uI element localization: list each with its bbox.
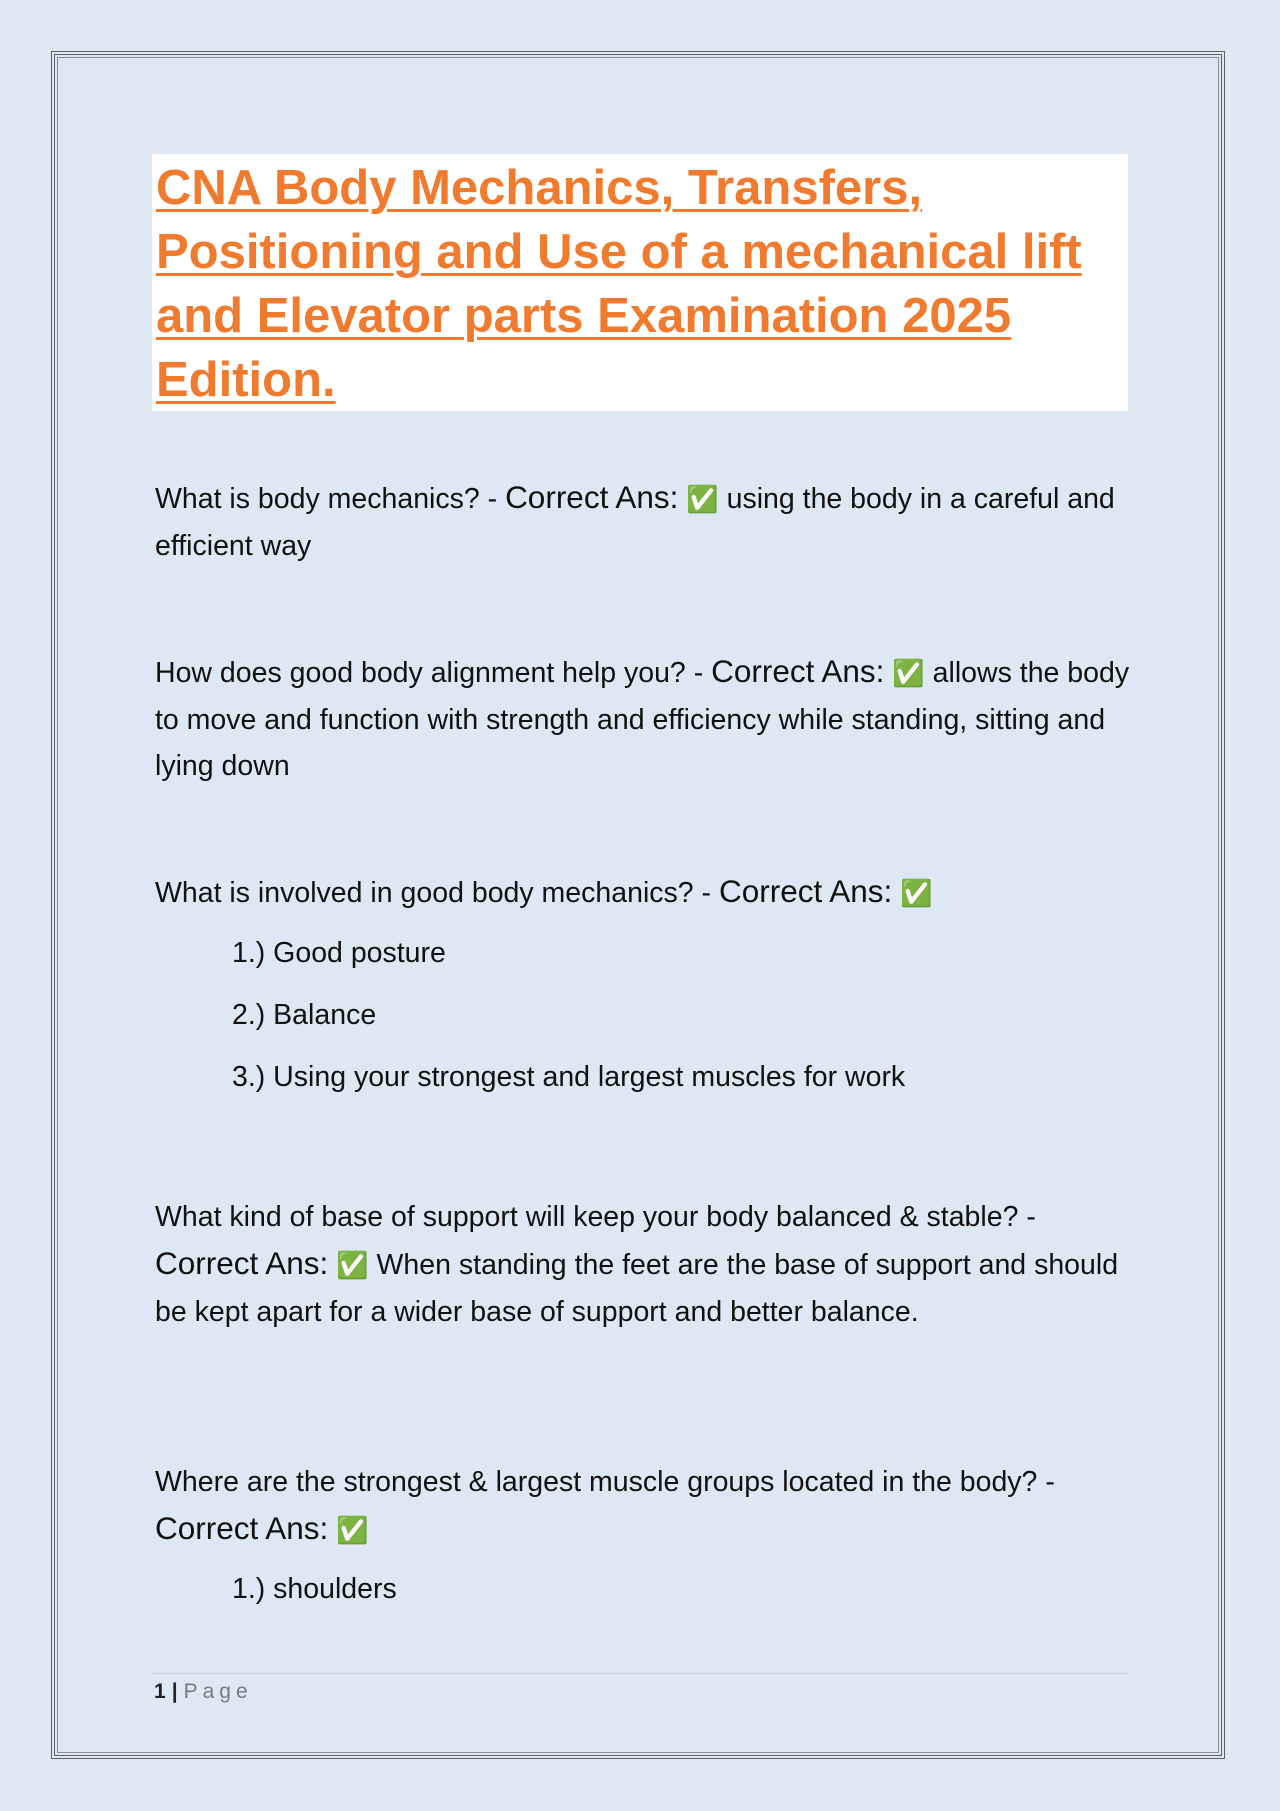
check-icon: ✅ bbox=[892, 659, 925, 689]
question-text: What kind of base of support will keep your body balanced & stable? - bbox=[155, 1201, 1036, 1233]
page-number: 1 bbox=[154, 1680, 166, 1703]
question-text: What is body mechanics? - bbox=[155, 483, 506, 515]
page-footer bbox=[154, 1679, 253, 1705]
answer-list bbox=[155, 1558, 397, 1620]
check-icon: ✅ bbox=[336, 1516, 369, 1546]
answer-label: Correct Ans: bbox=[155, 1245, 329, 1281]
list-item: 1.) shoulders bbox=[232, 1573, 397, 1605]
qa-item bbox=[155, 868, 933, 917]
answer-text: allows the body to move and function with strength and efficiency while standing, sitting and lying down bbox=[155, 657, 1130, 782]
answer-label: Correct Ans: bbox=[711, 653, 885, 689]
list-item: 3.) Using your strongest and largest muscles for work bbox=[232, 1061, 906, 1093]
question-text: What is involved in good body mechanics? - bbox=[155, 877, 719, 909]
page-label: Page bbox=[183, 1680, 253, 1703]
answer-list bbox=[155, 922, 905, 1108]
answer-text: using the body in a careful and efficient way bbox=[155, 483, 1115, 562]
footer-separator: | bbox=[171, 1680, 178, 1703]
question-text: Where are the strongest & largest muscle groups located in the body? - bbox=[155, 1466, 1055, 1498]
answer-label: Correct Ans: bbox=[718, 873, 893, 909]
qa-item bbox=[155, 648, 1130, 789]
answer-label: Correct Ans: bbox=[155, 1510, 329, 1546]
list-item: 1.) Good posture bbox=[232, 937, 446, 969]
qa-item bbox=[155, 1194, 1130, 1335]
answer-label: Correct Ans: bbox=[505, 479, 679, 515]
qa-item bbox=[155, 1459, 1130, 1554]
check-icon: ✅ bbox=[336, 1251, 369, 1281]
footer-divider bbox=[152, 1673, 1128, 1674]
document-title: CNA Body Mechanics, Transfers, Positioning and Use of a mechanical lift and Elevator parts Examination 2025 Edition. bbox=[156, 161, 1082, 407]
answer-text: When standing the feet are the base of support and should be kept apart for a wider base of support and better balance. bbox=[155, 1249, 1119, 1328]
question-text: How does good body alignment help you? - bbox=[155, 657, 712, 689]
check-icon: ✅ bbox=[686, 485, 719, 515]
title-box bbox=[152, 154, 1128, 411]
list-item: 2.) Balance bbox=[232, 999, 377, 1031]
qa-item bbox=[155, 474, 1130, 569]
check-icon: ✅ bbox=[900, 879, 933, 909]
